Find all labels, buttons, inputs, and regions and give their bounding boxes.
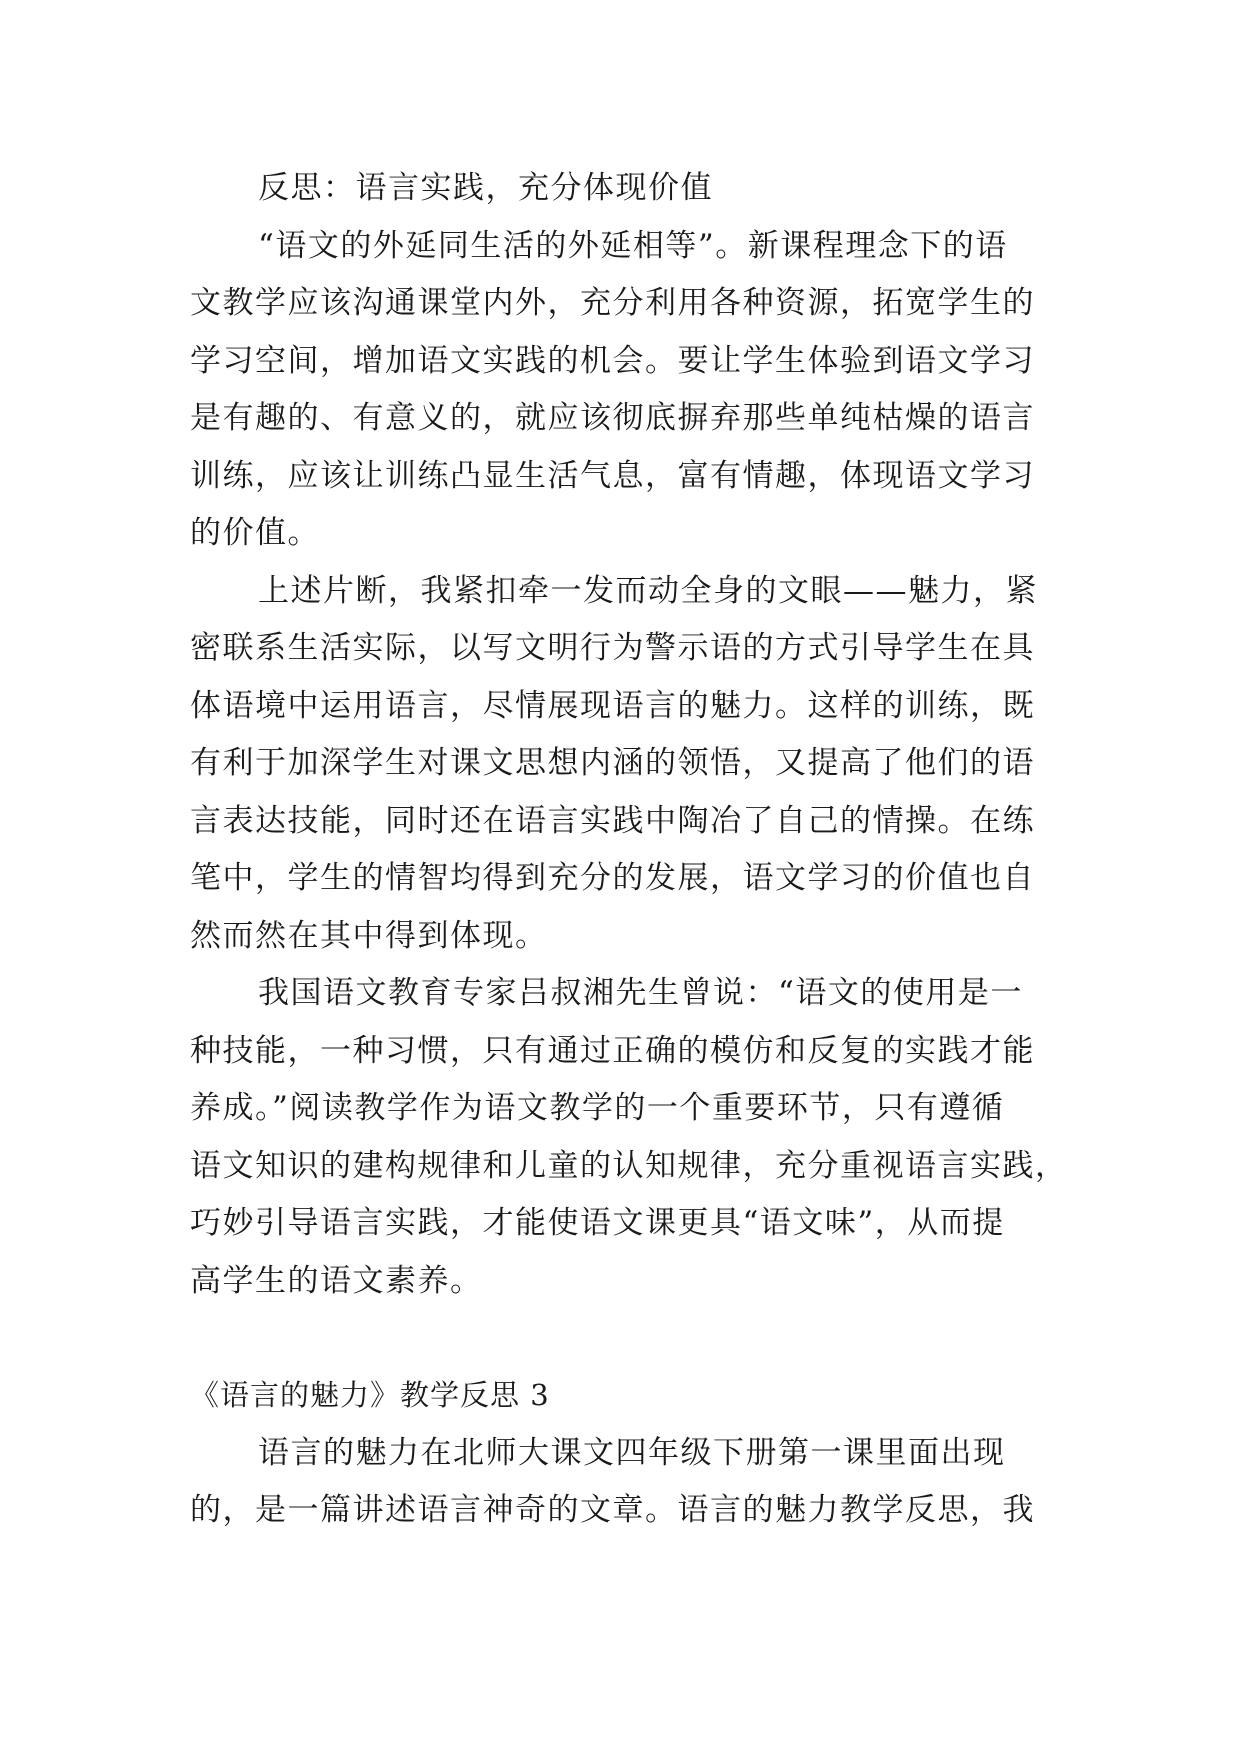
paragraph-line: 的价值。 (190, 515, 320, 551)
paragraph-line: 种技能，一种习惯，只有通过正确的模仿和反复的实践才能 (190, 1032, 1035, 1069)
paragraph-line: 是有趣的、有意义的，就应该彻底摒弃那些单纯枯燥的语言 (190, 400, 1035, 436)
paragraph-line: “语文的外延同生活的外延相等”。新课程理念下的语 (258, 227, 1008, 264)
paragraph-line: 巧妙引导语言实践，才能使语文课更具“语文味”，从而提 (190, 1205, 1005, 1241)
paragraph-line: 言表达技能，同时还在语言实践中陶冶了自己的情操。在练 (190, 802, 1035, 839)
paragraph-line: 我国语文教育专家吕叔湘先生曾说：“语文的使用是一 (258, 975, 1023, 1011)
paragraph-line: 的，是一篇讲述语言神奇的文章。语言的魅力教学反思，我 (190, 1492, 1035, 1528)
paragraph-line: 文教学应该沟通课堂内外，充分利用各种资源，拓宽学生的 (190, 285, 1035, 321)
reflection-heading: 反思：语言实践，充分体现价值 (258, 170, 713, 206)
paragraph-1 (190, 218, 1050, 563)
paragraph-4 (190, 1425, 1050, 1540)
paragraph-line: 养成。”阅读教学作为语文教学的一个重要环节，只有遵循 (190, 1090, 1005, 1126)
paragraph-line: 有利于加深学生对课文思想内涵的领悟，又提高了他们的语 (190, 745, 1035, 781)
paragraph-line: 语言的魅力在北师大课文四年级下册第一课里面出现 (258, 1434, 1006, 1471)
paragraph-2 (190, 563, 1050, 966)
document-body (190, 160, 1068, 1540)
paragraph-line: 笔中，学生的情智均得到充分的发展，语文学习的价值也自 (190, 860, 1035, 896)
paragraph-line: 训练，应该让训练凸显生活气息，富有情趣，体现语文学习 (190, 457, 1035, 494)
paragraph-line: 体语境中运用语言，尽情展现语言的魅力。这样的训练，既 (190, 687, 1035, 724)
paragraph-line: 学习空间，增加语文实践的机会。要让学生体验到语文学习 (190, 342, 1035, 379)
paragraph-line: 语文知识的建构规律和儿童的认知规律，充分重视语言实践， (190, 1147, 1068, 1184)
paragraph-line: 高学生的语文素养。 (190, 1262, 483, 1299)
paragraph-line: 上述片断，我紧扣牵一发而动全身的文眼——魅力，紧 (258, 572, 1038, 609)
paragraph-line: 然而然在其中得到体现。 (190, 917, 548, 954)
section-title: 《语言的魅力》教学反思 3 (190, 1378, 550, 1412)
paragraph-line: 密联系生活实际，以写文明行为警示语的方式引导学生在具 (190, 630, 1035, 666)
paragraph-3 (190, 965, 1068, 1310)
section-spacer (190, 1310, 1050, 1367)
